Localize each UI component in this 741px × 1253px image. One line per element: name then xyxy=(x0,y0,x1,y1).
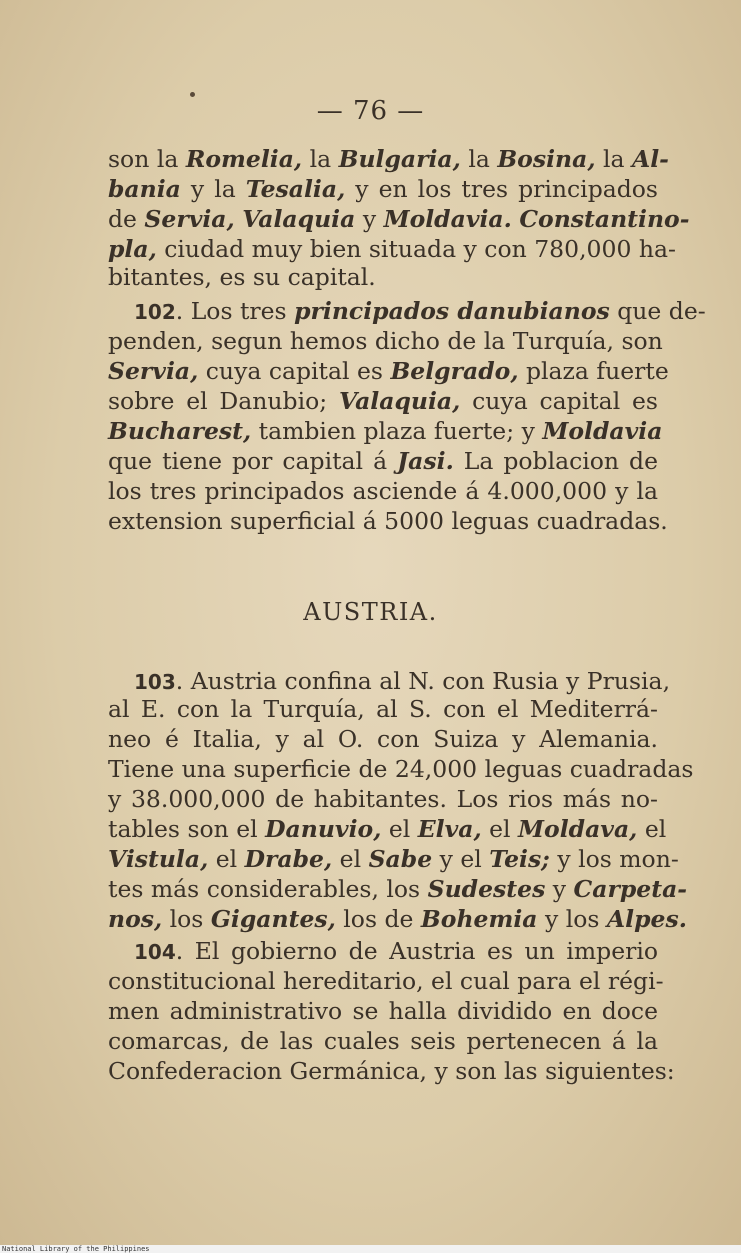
text-run: al E. con la Turquía, al S. con el Mediterrá- xyxy=(108,695,658,723)
text-line xyxy=(108,754,694,784)
text-run: ciudad muy bien situada y con 780,000 ha- xyxy=(156,235,676,263)
text-line xyxy=(108,204,690,234)
italic-term: Carpeta- xyxy=(573,875,688,903)
text-run: La poblacion de xyxy=(453,447,658,475)
italic-term: Jasi. xyxy=(397,447,454,475)
italic-term: Sudestes xyxy=(427,875,546,903)
text-run: el xyxy=(481,815,519,843)
text-run: el xyxy=(381,815,418,843)
paragraph-number: 103 xyxy=(134,670,176,694)
italic-term: bania xyxy=(108,175,181,203)
text-run: el xyxy=(637,815,667,843)
italic-term: Bucharest, xyxy=(108,417,252,445)
italic-term: Alpes. xyxy=(606,905,687,933)
text-line xyxy=(108,476,658,506)
text-run: Confederacion Germánica, y son las siguientes: xyxy=(108,1057,675,1085)
italic-term: Moldava, xyxy=(518,815,638,843)
text-line xyxy=(108,506,668,536)
text-run: son la xyxy=(108,145,186,173)
text-line xyxy=(108,174,658,204)
text-run: . Austria confina al N. con Rusia y Prusia, xyxy=(175,667,671,695)
text-run: la xyxy=(302,145,339,173)
text-run: y los xyxy=(537,905,607,933)
text-line xyxy=(108,356,669,386)
text-run: comarcas, de las cuales seis pertenecen á la xyxy=(108,1027,658,1055)
italic-term: Servia, xyxy=(108,357,199,385)
text-run: y la xyxy=(180,175,246,203)
text-run: extension superficial á 5000 leguas cuadradas. xyxy=(108,507,668,535)
text-run: men administrativo se halla dividido en doce xyxy=(108,997,658,1025)
text-run: el xyxy=(208,845,245,873)
text-run: los tres principados asciende á 4.000,000 y la xyxy=(108,477,658,505)
text-run: que de- xyxy=(609,297,706,325)
italic-term: Tesalia, xyxy=(245,175,346,203)
italic-term: Bohemia xyxy=(420,905,538,933)
italic-term: Valaquia xyxy=(242,205,356,233)
text-line xyxy=(108,262,658,292)
text-run: . Los tres xyxy=(175,297,295,325)
text-line xyxy=(108,144,669,174)
text-run: tes más considerables, los xyxy=(108,875,428,903)
italic-term: Vistula, xyxy=(108,845,209,873)
italic-term: Servia, xyxy=(144,205,235,233)
italic-term: Belgrado, xyxy=(390,357,519,385)
italic-term: Romelia, xyxy=(185,145,303,173)
text-run: la xyxy=(460,145,498,173)
text-line xyxy=(108,694,658,724)
text-run: los de xyxy=(335,905,421,933)
text-run: constitucional hereditario, el cual para el régi- xyxy=(108,967,664,995)
text-run: neo é Italia, y al O. con Suiza y Alemania. xyxy=(108,725,658,753)
italic-term: Bulgaria, xyxy=(338,145,461,173)
text-line xyxy=(108,814,667,844)
italic-term: Moldavia. xyxy=(383,205,512,233)
library-credit: National Library of the Philippines xyxy=(0,1245,741,1253)
italic-term: Sabe xyxy=(368,845,433,873)
italic-term: Al- xyxy=(631,145,669,173)
italic-term: Moldavia xyxy=(542,417,663,445)
text-run: tables son el xyxy=(108,815,266,843)
text-line xyxy=(134,936,658,967)
text-line xyxy=(108,1026,658,1056)
text-run: Tiene una superficie de 24,000 leguas cuadradas xyxy=(108,755,694,783)
text-run: la xyxy=(595,145,632,173)
text-line xyxy=(108,844,679,874)
italic-term: Gigantes, xyxy=(210,905,336,933)
italic-term: principados danubianos xyxy=(294,297,610,325)
text-run: y xyxy=(355,205,384,233)
text-run: bitantes, es su capital. xyxy=(108,263,376,291)
text-line xyxy=(108,874,688,904)
section-heading: AUSTRIA. xyxy=(303,598,438,626)
text-run: y el xyxy=(432,845,490,873)
text-line xyxy=(108,416,663,446)
text-run: sobre el Danubio; xyxy=(108,387,339,415)
text-run: penden, segun hemos dicho de la Turquía, son xyxy=(108,327,663,355)
text-run: de xyxy=(108,205,145,233)
text-line xyxy=(108,386,658,416)
italic-term: Bosina, xyxy=(497,145,596,173)
text-line xyxy=(134,666,671,697)
text-line xyxy=(108,904,687,934)
text-line xyxy=(134,296,706,327)
text-line xyxy=(108,996,658,1026)
italic-term: Valaquia, xyxy=(339,387,461,415)
italic-term: nos, xyxy=(108,905,163,933)
italic-term: Teis; xyxy=(489,845,550,873)
italic-term: Elva, xyxy=(417,815,482,843)
text-run: el xyxy=(332,845,369,873)
text-line xyxy=(108,234,676,264)
text-run: que tiene por capital á xyxy=(108,447,398,475)
text-run: los xyxy=(162,905,211,933)
text-line xyxy=(108,966,664,996)
italic-term: Danuvio, xyxy=(265,815,382,843)
text-line xyxy=(108,446,658,476)
text-run: y en los tres principados xyxy=(345,175,658,203)
page-number: — 76 — xyxy=(316,96,425,126)
text-run: y 38.000,000 de habitantes. Los rios más no- xyxy=(108,785,658,813)
italic-term: pla, xyxy=(108,235,157,263)
text-line xyxy=(108,326,663,356)
paragraph-number: 102 xyxy=(134,300,176,324)
text-run: . El gobierno de Austria es un imperio xyxy=(175,937,658,965)
text-run: y xyxy=(545,875,574,903)
text-run: cuya capital es xyxy=(460,387,658,415)
text-line xyxy=(108,784,658,814)
text-run: tambien plaza fuerte; y xyxy=(251,417,543,445)
paragraph-number: 104 xyxy=(134,940,176,964)
text-line xyxy=(108,724,658,754)
text-run: y los mon- xyxy=(549,845,679,873)
text-run: cuya capital es xyxy=(198,357,391,385)
text-run: plaza fuerte xyxy=(518,357,669,385)
italic-term: Constantino- xyxy=(519,205,690,233)
italic-term: Drabe, xyxy=(244,845,333,873)
text-line xyxy=(108,1056,675,1086)
